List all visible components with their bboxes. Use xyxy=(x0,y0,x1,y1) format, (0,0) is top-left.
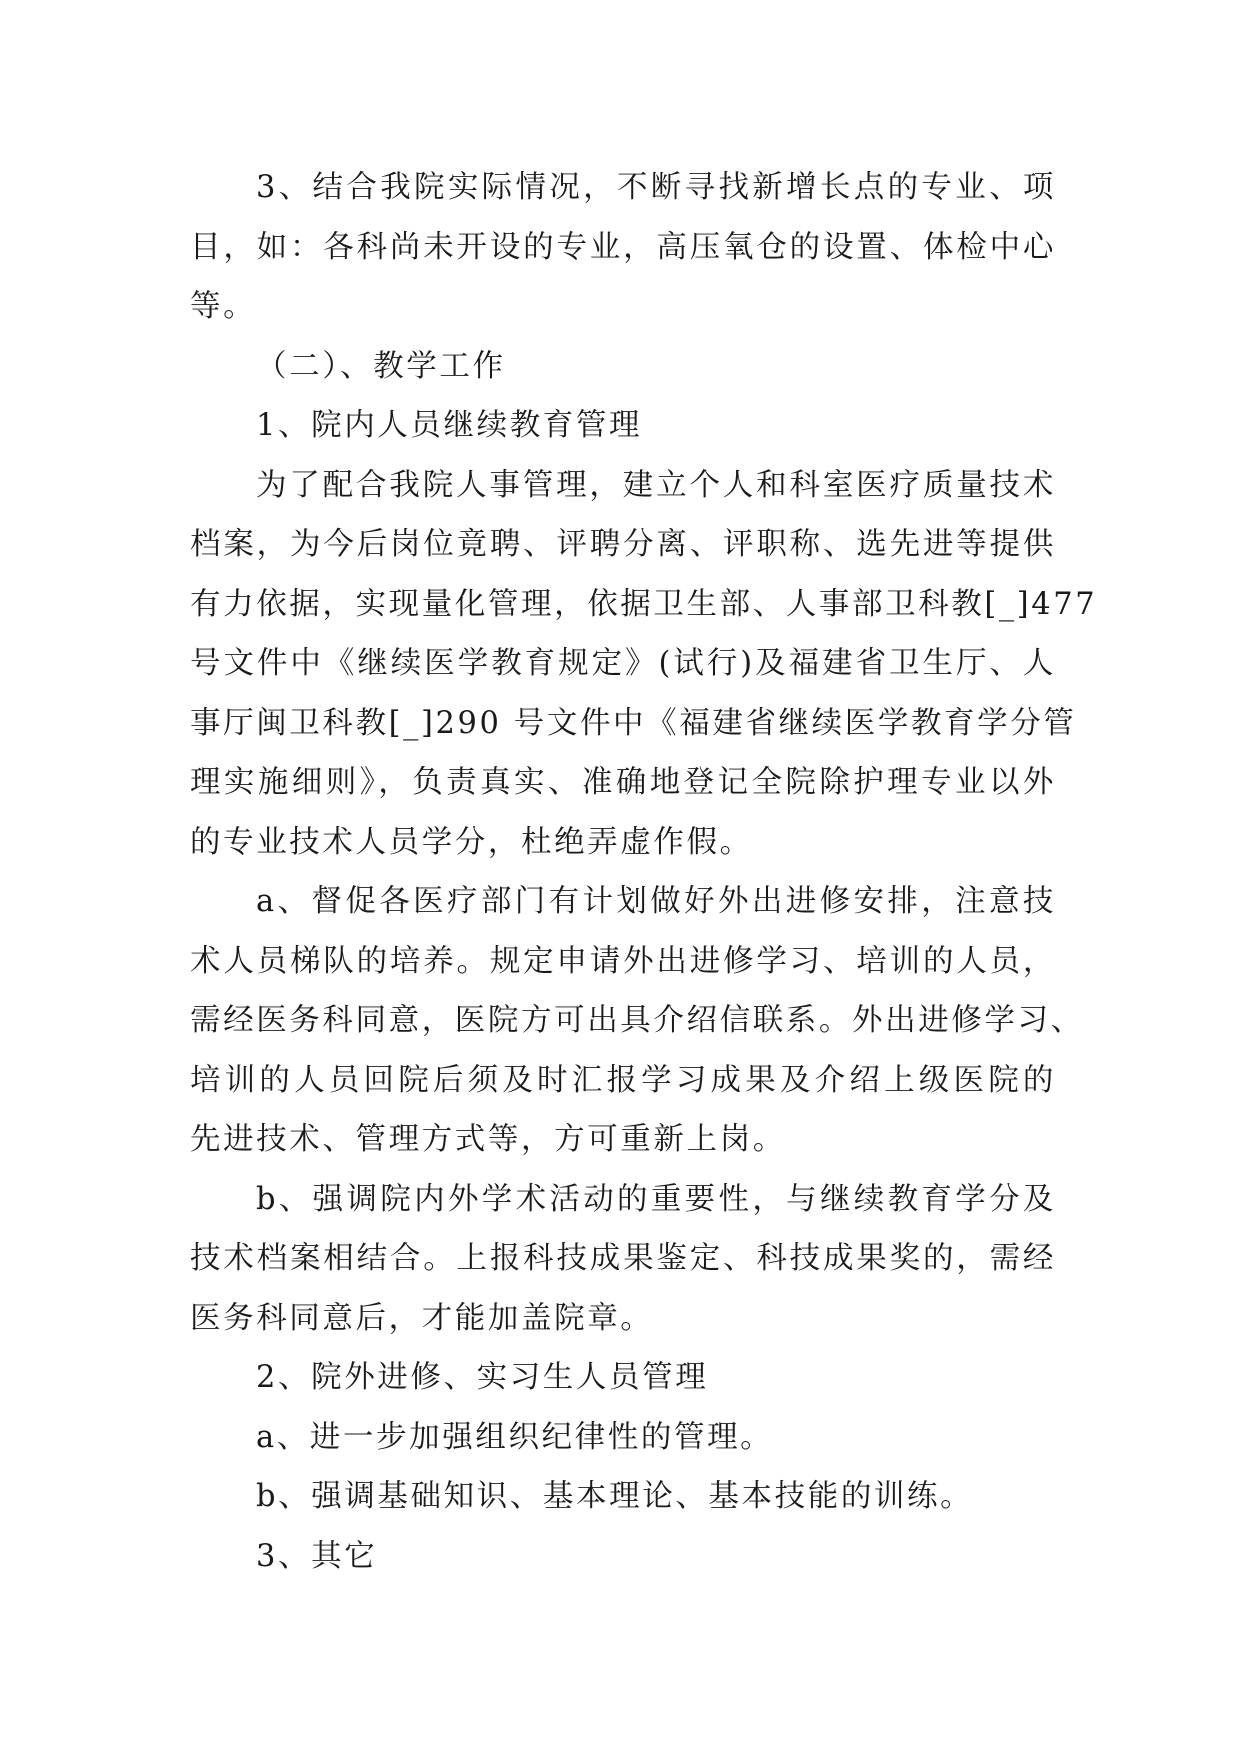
text-line: a、督促各医疗部门有计划做好外出进修安排，注意技 xyxy=(256,884,1056,919)
text-line: 3、结合我院实际情况，不断寻找新增长点的专业、项 xyxy=(256,170,1056,205)
text-line: 号文件中《继续医学教育规定》(试行)及福建省卫生厅、人 xyxy=(190,646,1056,681)
subheading-external-trainees xyxy=(190,1348,1056,1408)
text-line: 目，如：各科尚未开设的专业，高压氧仓的设置、体检中心 xyxy=(190,229,1056,265)
text-line: 技术档案相结合。上报科技成果鉴定、科技成果奖的，需经 xyxy=(190,1241,1056,1276)
text-line: 1、院内人员继续教育管理 xyxy=(256,408,643,443)
text-line: 需经医务科同意，医院方可出具介绍信联系。外出进修学习、 xyxy=(190,1003,1084,1038)
text-line: 医务科同意后，才能加盖院章。 xyxy=(190,1300,654,1336)
paragraph-personnel-management xyxy=(190,456,1098,873)
document-body xyxy=(190,158,1098,1586)
text-line: 先进技术、管理方式等，方可重新上岗。 xyxy=(190,1122,786,1157)
text-line: 2、院外进修、实习生人员管理 xyxy=(256,1360,709,1395)
text-line: b、强调基础知识、基本理论、基本技能的训练。 xyxy=(256,1479,974,1514)
text-line: 培训的人员回院后须及时汇报学习成果及介绍上级医院的 xyxy=(190,1062,1056,1098)
text-line: 事厅闽卫科教[_]290 号文件中《福建省继续医学教育学分管 xyxy=(190,705,1077,741)
text-line: 等。 xyxy=(190,289,257,324)
subheading-continuing-education xyxy=(190,396,1056,456)
text-line: 术人员梯队的培养。规定申请外出进修学习、培训的人员， xyxy=(190,943,1056,979)
text-line: （二）、教学工作 xyxy=(256,348,506,384)
text-line: 有力依据，实现量化管理，依据卫生部、人事部卫科教[_]477 xyxy=(190,586,1098,622)
paragraph-item-b-fundamentals xyxy=(190,1467,1056,1527)
paragraph-growth-points xyxy=(190,158,1056,337)
text-line: a、进一步加强组织纪律性的管理。 xyxy=(256,1419,774,1455)
section-heading-teaching xyxy=(190,337,1056,397)
text-line: 档案，为今后岗位竟聘、评聘分离、评职称、选先进等提供 xyxy=(190,527,1056,562)
text-line: 理实施细则》，负责真实、准确地登记全院除护理专业以外 xyxy=(190,765,1056,800)
text-line: 的专业技术人员学分，杜绝弄虚作假。 xyxy=(190,824,753,860)
text-line: 3、其它 xyxy=(256,1538,378,1574)
paragraph-item-a-training xyxy=(190,872,1084,1170)
text-line: b、强调院内外学术活动的重要性，与继续教育学分及 xyxy=(256,1181,1056,1217)
paragraph-item-b-academic xyxy=(190,1170,1056,1349)
paragraph-item-a-discipline xyxy=(190,1408,1056,1468)
subheading-other xyxy=(190,1527,1056,1587)
text-line: 为了配合我院人事管理，建立个人和科室医疗质量技术 xyxy=(256,467,1056,503)
